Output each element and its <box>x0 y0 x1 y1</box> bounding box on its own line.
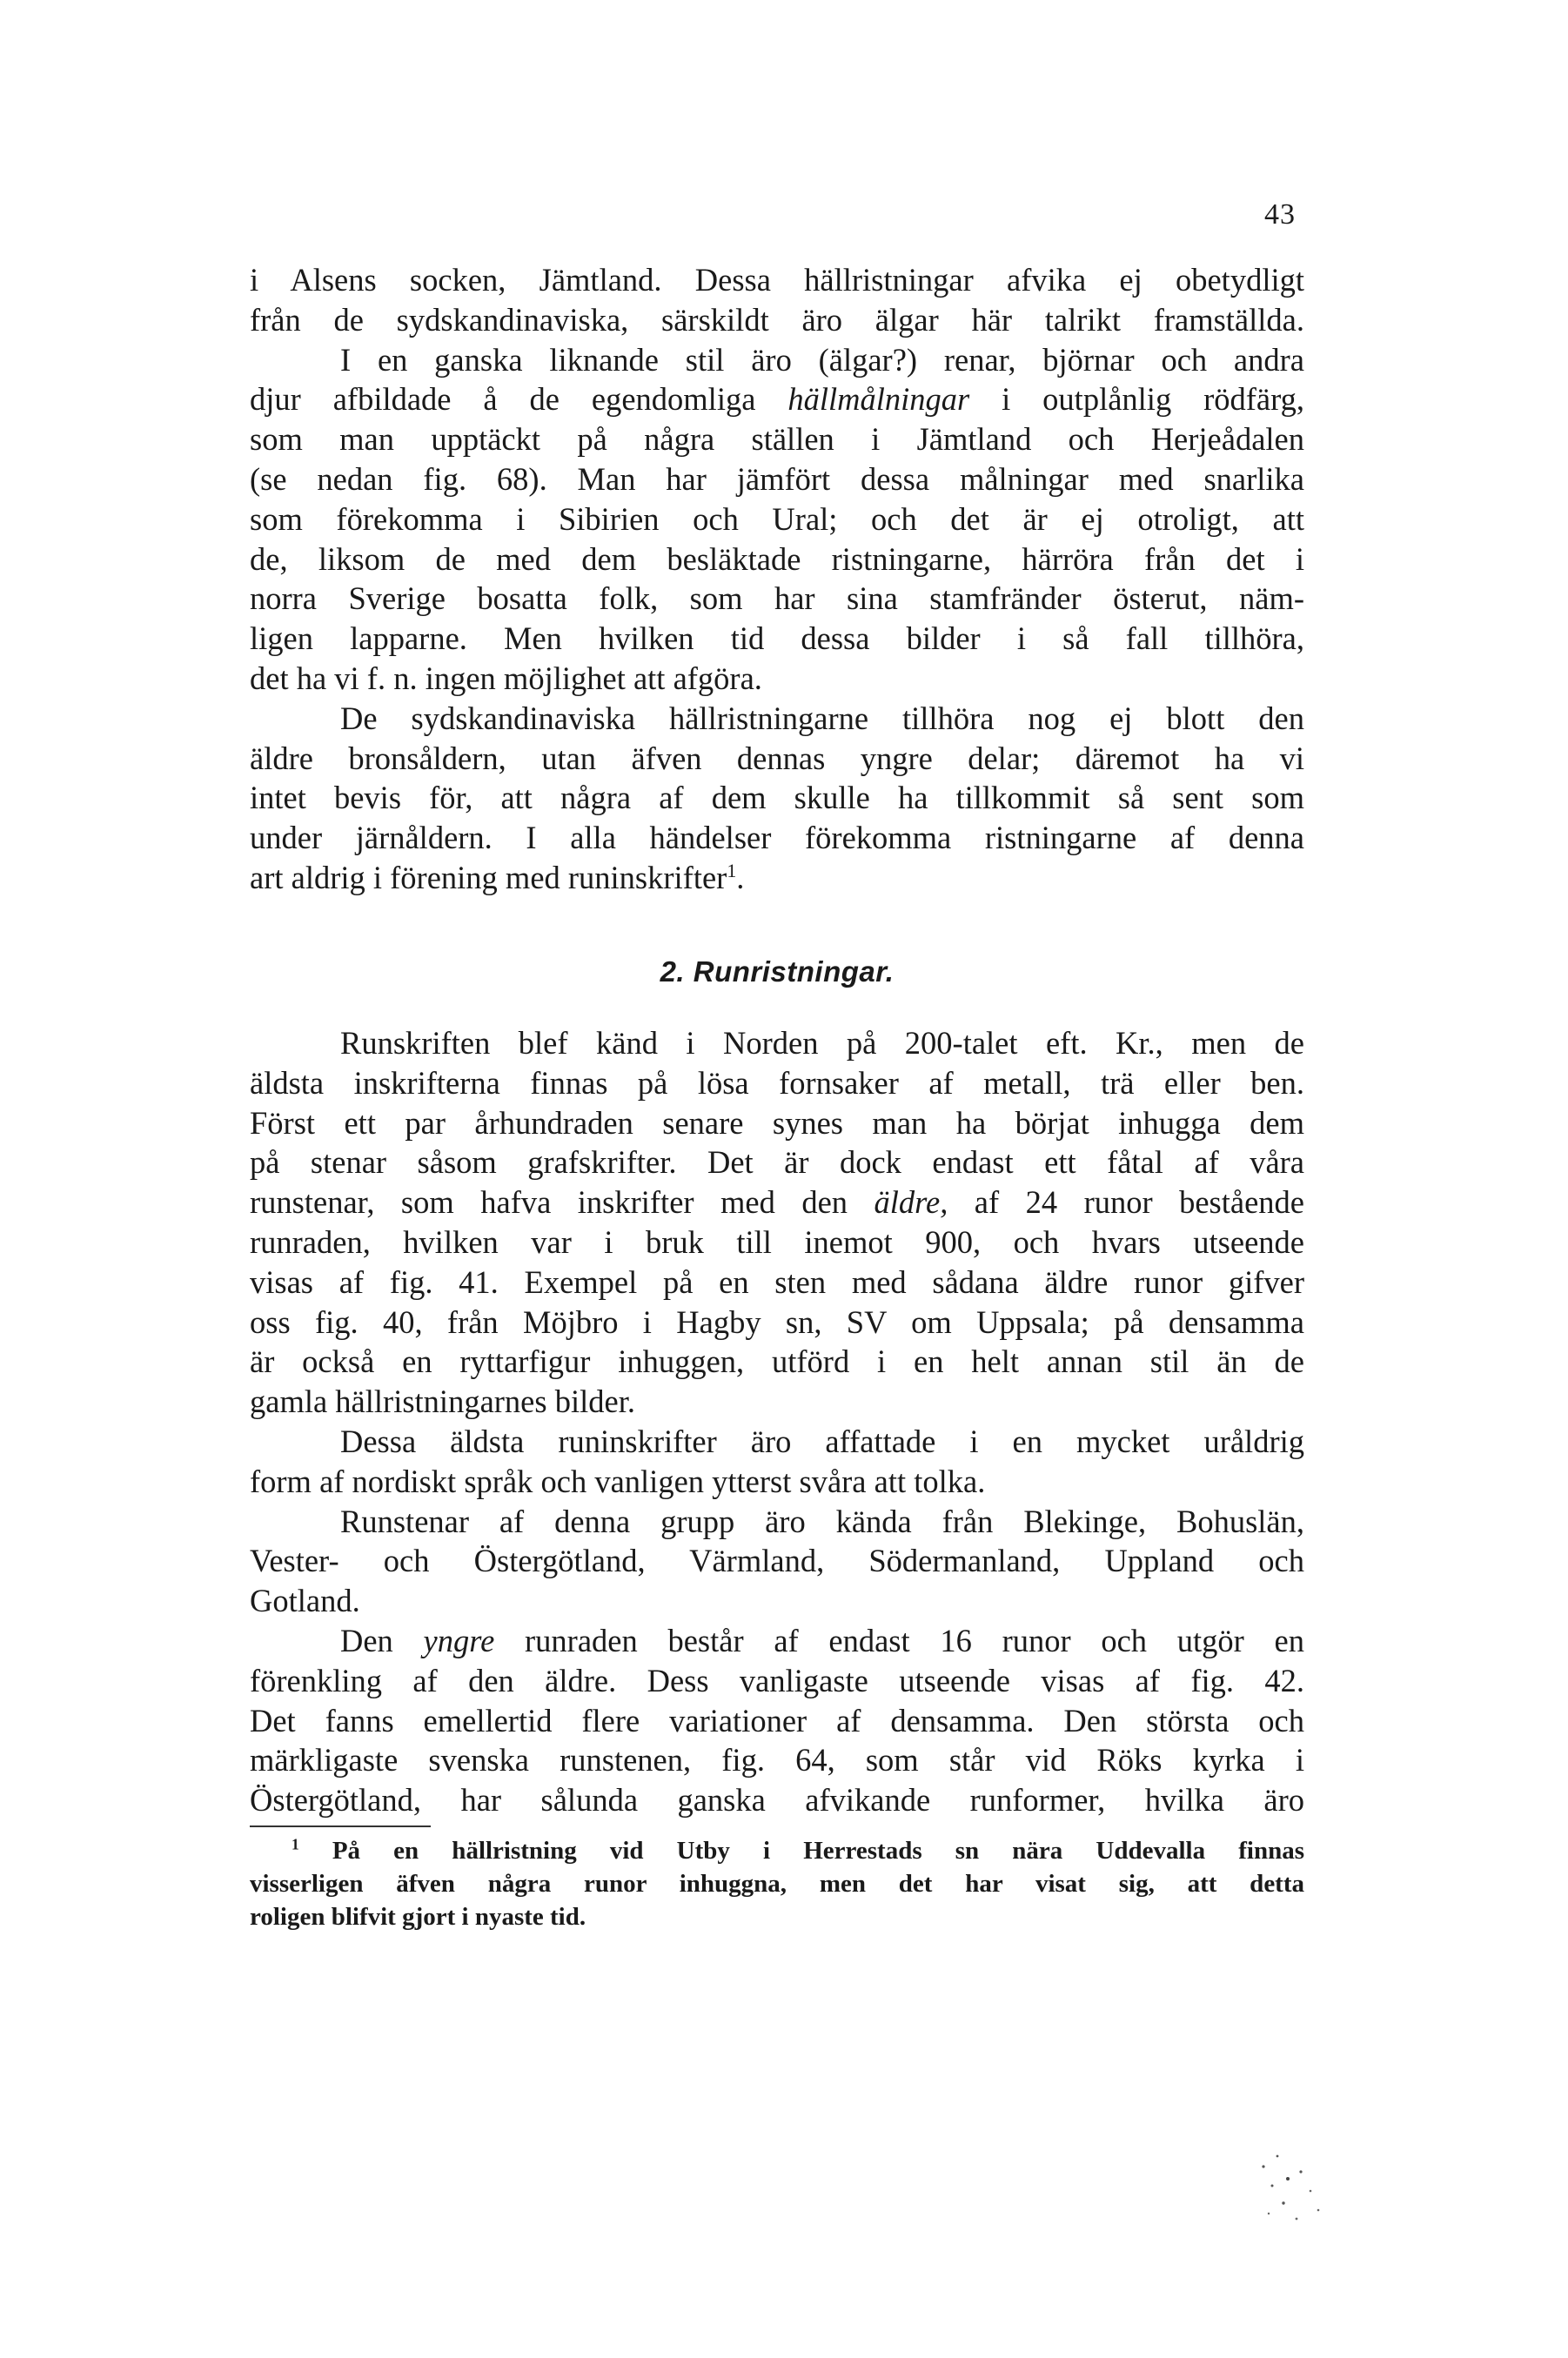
text-fragment: Den <box>340 1622 424 1658</box>
text-fragment: djur afbildade å de egendomliga <box>250 381 788 418</box>
text-fragment: På en hällristning vid Utby i Herrestads sn nära Uddevalla finnas <box>298 1837 1304 1865</box>
text-line: visas af fig. 41. Exempel på en sten med sådana äldre runor gifver <box>250 1263 1304 1300</box>
text-line: Runstenar af denna grupp äro kända från Blekinge, Bohuslän, <box>340 1503 1304 1539</box>
footnote-reference: 1 <box>727 859 737 881</box>
text-line: förenkling af den äldre. Dess vanligaste utseende visas af fig. 42. <box>250 1662 1304 1698</box>
text-line: I en ganska liknande stil äro (älgar?) renar, björnar och andra <box>340 341 1304 378</box>
text-fragment: runstenar, som hafva inskrifter med den <box>250 1184 874 1221</box>
text-fragment: . <box>736 859 745 895</box>
text-line <box>250 1621 1304 1661</box>
text-line: Dessa äldsta runinskrifter äro affattade i en mycket uråldrig <box>340 1423 1304 1459</box>
section-heading: 2. Runristningar. <box>660 955 895 988</box>
text-line: Det fanns emellertid flere variationer af densamma. Den största och <box>250 1702 1304 1738</box>
footnote <box>250 1834 1304 1933</box>
text-line: under järnåldern. I alla händelser förekomma ristningarne af denna <box>250 820 1304 856</box>
text-line <box>250 1182 1304 1223</box>
text-line: äldsta inskrifterna finnas på lösa fornsaker af metall, trä eller ben. <box>250 1064 1304 1101</box>
text-line: Vester- och Östergötland, Värmland, Södermanland, Uppland och <box>250 1543 1304 1579</box>
text-line: äldre bronsåldern, utan äfven dennas yngre delar; däremot ha vi <box>250 740 1304 776</box>
text-fragment: art aldrig i förening med runinskrifter <box>250 859 727 895</box>
text-fragment: runraden består af endast 16 runor och utgör en <box>494 1622 1304 1658</box>
footnote-line <box>250 1834 1304 1867</box>
text-fragment: af 24 runor bestående <box>948 1184 1304 1221</box>
text-line: runraden, hvilken var i bruk till inemot 900, och hvars utseende <box>250 1223 1304 1260</box>
text-line <box>250 858 1304 898</box>
text-fragment: i outplånlig rödfärg, <box>969 381 1304 418</box>
text-line: det ha vi f. n. ingen möjlighet att afgöra. <box>250 660 762 696</box>
text-line: på stenar såsom grafskrifter. Det är dock endast ett fåtal af våra <box>250 1144 1304 1181</box>
text-line <box>250 379 1304 419</box>
text-line: är också en ryttarfigur inhuggen, utförd i en helt annan stil än de <box>250 1343 1304 1380</box>
text-line: ligen lapparne. Men hvilken tid dessa bilder i så fall tillhöra, <box>250 620 1304 657</box>
footnote-divider <box>250 1825 431 1827</box>
text-line: Runskriften blef känd i Norden på 200-talet eft. Kr., men de <box>340 1025 1304 1061</box>
text-line: oss fig. 40, från Möjbro i Hagby sn, SV om Uppsala; på densamma <box>250 1303 1304 1340</box>
footnote-line: roligen blifvit gjort i nyaste tid. <box>250 1903 586 1931</box>
body-text-block-2 <box>250 1023 1304 1820</box>
text-line: norra Sverige bosatta folk, som har sina stamfränder österut, näm- <box>250 580 1304 617</box>
text-line: form af nordiskt språk och vanligen ytterst svåra att tolka. <box>250 1463 986 1499</box>
text-line: Östergötland, har sålunda ganska afvikande runformer, hvilka äro <box>250 1782 1304 1819</box>
text-line: Först ett par århundraden senare synes man ha börjat inhugga dem <box>250 1104 1304 1141</box>
text-line: (se nedan fig. 68). Man har jämfört dessa målningar med snarlika <box>250 460 1304 497</box>
text-line: gamla hällristningarnes bilder. <box>250 1383 635 1420</box>
page-number: 43 <box>1264 198 1296 231</box>
footnote-line: visserligen äfven några runor inhuggna, men det har visat sig, att detta <box>250 1870 1304 1898</box>
text-line: från de sydskandinaviska, särskildt äro älgar här talrikt framställda. <box>250 301 1304 338</box>
text-line: De sydskandinaviska hällristningarne tillhöra nog ej blott den <box>340 700 1304 736</box>
text-line: intet bevis för, att några af dem skulle ha tillkommit så sent som <box>250 780 1304 816</box>
body-text-block-1 <box>250 260 1304 898</box>
italic-term: äldre, <box>874 1184 948 1221</box>
italic-term: hällmålningar <box>787 381 970 418</box>
italic-term: yngre <box>423 1622 495 1658</box>
text-line: som förekomma i Sibirien och Ural; och det är ej otroligt, att <box>250 500 1304 537</box>
text-line: de, liksom de med dem besläktade ristningarne, härröra från det i <box>250 540 1304 577</box>
text-line: märkligaste svenska runstenen, fig. 64, som står vid Röks kyrka i <box>250 1742 1304 1779</box>
text-line: som man upptäckt på några ställen i Jämtland och Herjeådalen <box>250 421 1304 458</box>
print-specks-decoration <box>1253 2140 1331 2245</box>
footnote-marker: 1 <box>291 1835 299 1853</box>
text-line: Gotland. <box>250 1583 360 1619</box>
text-line: i Alsens socken, Jämtland. Dessa hällristningar afvika ej obetydligt <box>250 262 1304 298</box>
